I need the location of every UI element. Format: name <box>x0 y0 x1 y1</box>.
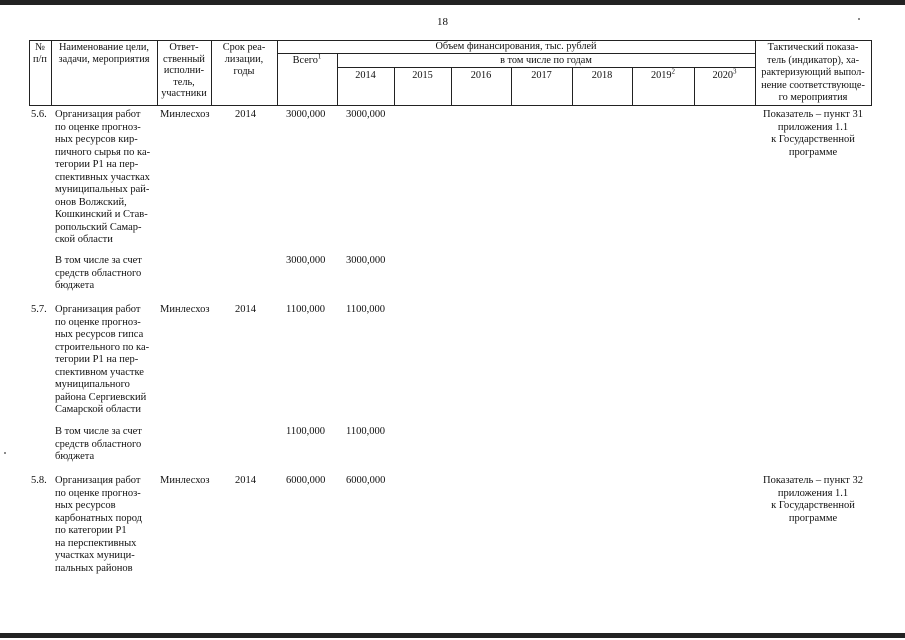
row-value-2014: 3000,000 <box>346 109 386 120</box>
row-term: 2014 <box>235 475 256 486</box>
header-year-2017: 2017 <box>531 70 552 81</box>
header-col-total: Всего$^1$ <box>292 52 322 66</box>
row-value-2014: 1100,000 <box>346 426 385 437</box>
header-col-indicator: Тактический показа- тель (индикатор), ха- рактеризующий выпол- нение соответствующе- го мероприятия <box>761 42 865 103</box>
row-responsible: Минлесхоз <box>160 475 210 486</box>
row-indicator: Показатель – пункт 31 приложения 1.1 к Государственной программе <box>763 109 863 158</box>
scan-top-border <box>0 0 905 5</box>
header-col-name: Наименование цели, задачи, мероприятия <box>58 42 150 65</box>
scan-speck <box>4 452 6 454</box>
header-year-2016: 2016 <box>470 70 492 81</box>
page-number: 18 <box>437 16 448 28</box>
header-col-responsible: Ответ- ственный исполни- тель, участники <box>161 42 207 99</box>
row-number: 5.6. <box>31 109 47 120</box>
row-term: 2014 <box>235 109 256 120</box>
header-year-2020: 2020$^3$ <box>712 67 737 81</box>
row-total: 1100,000 <box>286 304 325 315</box>
row-responsible: Минлесхоз <box>160 304 210 315</box>
header-col-term: Срок реа- лизации, годы <box>222 42 266 77</box>
table-header <box>29 40 872 106</box>
row-value-2014: 6000,000 <box>346 475 386 486</box>
row-number: 5.7. <box>31 304 47 315</box>
row-term: 2014 <box>235 304 256 315</box>
row-responsible: Минлесхоз <box>160 109 210 120</box>
header-year-2019: 2019$^2$ <box>650 67 676 81</box>
row-value-2014: 1100,000 <box>346 304 385 315</box>
header-year-2014: 2014 <box>355 70 376 81</box>
row-name: Организация работ по оценке прогноз- ных ресурсов карбонатных пород по категории Р1 на перспективных участках муници- пальных районов <box>55 475 142 574</box>
header-year-2018: 2018 <box>591 70 613 81</box>
row-name: В том числе за счет средств областного бюджета <box>55 255 142 291</box>
row-name: Организация работ по оценке прогноз- ных ресурсов кир- пичного сырья по ка- тегории Р1 на пер- спективных участках муниципальных рай- онов Волжский, Кошкинский и Став- ропольский Самар- ской области <box>55 109 151 245</box>
row-indicator: Показатель – пункт 32 приложения 1.1 к Государственной программе <box>763 475 863 524</box>
header-col-funding: Объем финансирования, тыс. рублей <box>435 41 597 52</box>
scan-speck <box>858 18 860 20</box>
scan-bottom-border <box>0 633 905 638</box>
row-total: 1100,000 <box>286 426 325 437</box>
header-year-2015: 2015 <box>412 70 433 81</box>
header-col-number: № п/п <box>33 42 47 65</box>
row-total: 3000,000 <box>286 255 326 266</box>
row-name: Организация работ по оценке прогноз- ных ресурсов гипса строительного по ка- тегории Р1 на пер- спективном участке муниципального района Сергиевский Самарской области <box>55 304 150 415</box>
row-number: 5.8. <box>31 475 47 486</box>
row-value-2014: 3000,000 <box>346 255 386 266</box>
header-col-years-group: в том числе по годам <box>500 55 592 66</box>
row-total: 3000,000 <box>286 109 326 120</box>
row-name: В том числе за счет средств областного бюджета <box>55 426 142 462</box>
row-total: 6000,000 <box>286 475 326 486</box>
